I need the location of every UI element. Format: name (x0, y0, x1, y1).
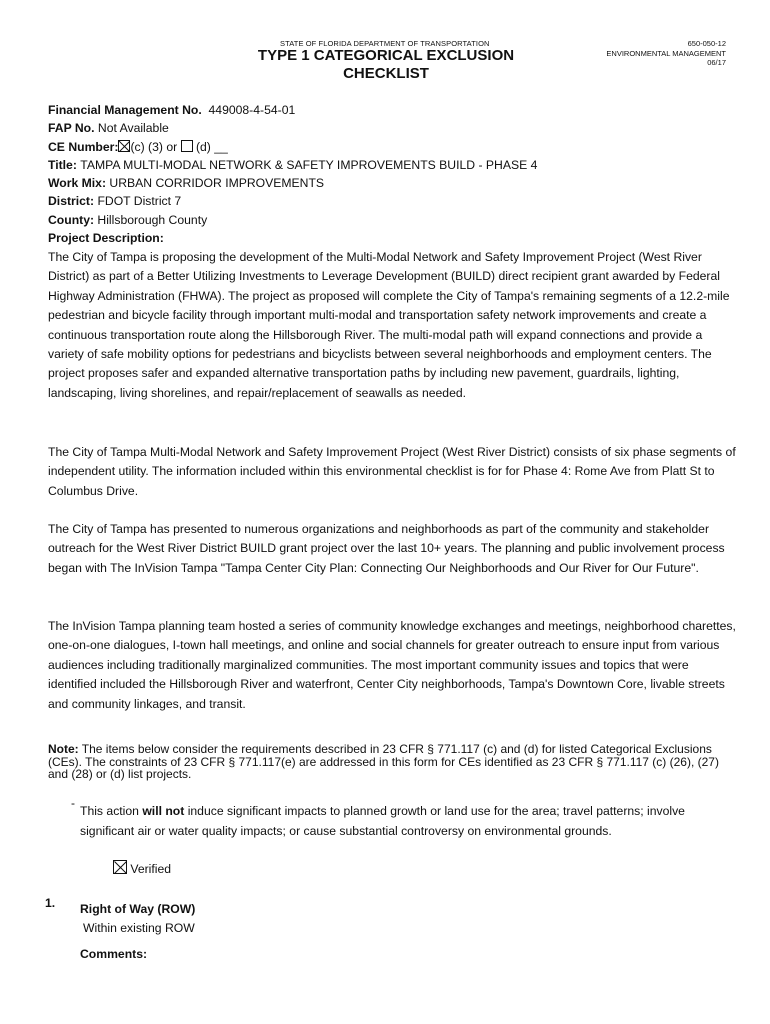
note-label: Note: (48, 742, 79, 756)
title-label: Title: (48, 157, 77, 172)
note (48, 743, 738, 781)
agency-name: STATE OF FLORIDA DEPARTMENT OF TRANSPORTATION (280, 39, 490, 48)
description-paragraph: The City of Tampa Multi-Modal Network and Safety Improvement Project (West River District) consists of six phase segments of independent utility. The information included within this environmental checklist is for for Phase 4: Rome Ave from Platt St to Columbus Drive. (48, 445, 736, 498)
fm-number-row (48, 101, 537, 119)
ce-number-row (48, 138, 537, 156)
county-label: County: (48, 212, 95, 227)
fap-label: FAP No. (48, 121, 95, 136)
district-value: FDOT District 7 (97, 194, 182, 209)
fm-number-label: Financial Management No. (48, 103, 202, 117)
description-paragraph: The InVision Tampa planning team hosted a series of community knowledge exchanges and meetings, neighborhood charettes, one-on-one dialogues, I-town hall meetings, and online and social channels for greater outreach to ensure input from various audiences including traditionally marginalized communities. The most important community issues and topics that were identified included the Hillsborough River and waterfront, Center City neighborhoods, Tampa's Downtown Core, livable streets and community linkages, and transit. (48, 619, 736, 711)
fm-number-value: 449008-4-54-01 (208, 103, 296, 117)
county-row (48, 211, 537, 229)
section-number: 1. (45, 896, 56, 910)
form-title-line1: TYPE 1 CATEGORICAL EXCLUSION (257, 47, 515, 64)
action-text-start: This action (80, 804, 143, 818)
form-info (606, 39, 726, 68)
project-fields (48, 101, 537, 247)
ce-option-c: (c) (3) or (130, 139, 178, 154)
form-title (200, 47, 572, 83)
ce-number-label: CE Number: (48, 139, 119, 154)
form-number: 650-050-12 (687, 39, 726, 48)
verified-checkbox[interactable] (113, 860, 127, 874)
office-name: ENVIRONMENTAL MANAGEMENT (606, 48, 726, 58)
project-description-label: Project Description: (48, 231, 164, 246)
bullet-dash: - (71, 796, 75, 810)
description-paragraph: The City of Tampa has presented to numerous organizations and neighborhoods as part of the community and stakeholder outreach for the West River District BUILD grant project over the last 10+ years. The planning and public involvement process began with The InVision Tampa "Tampa Center City Plan: Connecting Our Neighborhoods and Our River for Our Future". (48, 522, 725, 575)
work-mix-value: URBAN CORRIDOR IMPROVEMENTS (109, 176, 325, 191)
district-row (48, 192, 537, 210)
work-mix-row (48, 174, 537, 192)
verified-row (113, 860, 171, 876)
work-mix-label: Work Mix: (48, 176, 107, 191)
district-label: District: (48, 194, 95, 209)
action-statement (80, 801, 730, 841)
comments-label: Comments: (80, 947, 148, 961)
section-title: Right of Way (ROW) (80, 902, 196, 916)
title-value: TAMPA MULTI-MODAL NETWORK & SAFETY IMPROVEMENTS BUILD - PHASE 4 (80, 157, 538, 172)
fap-value: Not Available (97, 121, 169, 136)
row-value: Within existing ROW (83, 921, 195, 935)
fap-row (48, 119, 537, 137)
ce-option-d: (d) __ (195, 139, 228, 154)
ce-d-checkbox[interactable] (181, 140, 193, 152)
title-row (48, 156, 537, 174)
verified-label: Verified (130, 862, 172, 876)
note-text: The items below consider the requirements described in 23 CFR § 771.117 (c) and (d) for listed Categorical Exclusions (CEs). The constraints of 23 CFR § 771.117(e) are addressed in this form for CEs identified as 23 CFR § 771.117 (c) (26), (27) and (28) or (d) list projects. (48, 742, 719, 781)
form-title-line2: CHECKLIST (343, 65, 429, 82)
county-value: Hillsborough County (97, 212, 208, 227)
action-text-end: induce significant impacts to planned growth or land use for the area; travel patterns; involve significant air or water quality impacts; or cause substantial controversy on environmental grounds. (80, 804, 685, 838)
ce-c-checkbox[interactable] (118, 140, 130, 152)
description-paragraph: The City of Tampa is proposing the development of the Multi-Modal Network and Safety Improvement Project (West River District) as part of a Better Utilizing Investments to Leverage Development (BUILD) direct recipient grant awarded by Federal Highway Administration (FHWA). The project as proposed will complete the City of Tampa's remaining segments of a 12.2-mile pedestrian and bicycle facility through important multi-modal and transportation safety network improvements and create a continuous transportation route along the Hillsborough River. The multi-modal path will expand connections and provide a variety of safe mobility options for pedestrians and bicyclists between several neighborhoods and employment centers. The project proposes safer and expanded alternative transportation paths by including new pavement, guardrails, lighting, landscaping, living shorelines, and repair/replacement of seawalls as needed. (48, 250, 730, 400)
action-text-bold: will not (142, 804, 185, 818)
form-date: 06/17 (707, 58, 726, 67)
